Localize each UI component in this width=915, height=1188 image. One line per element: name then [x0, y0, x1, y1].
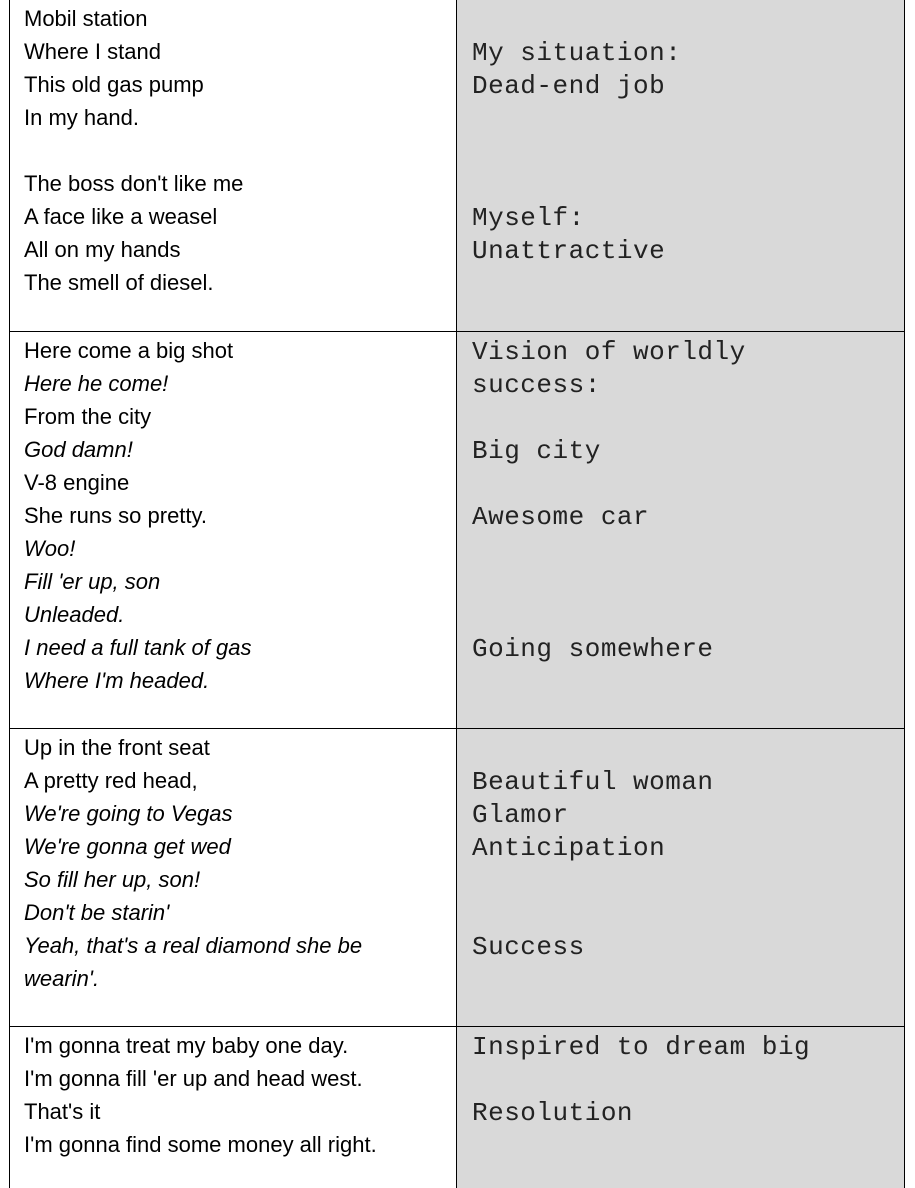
analysis-note: Success [472, 932, 585, 962]
lyric-line: She runs so pretty. [24, 503, 208, 528]
lyric-line: I'm gonna fill 'er up and head west. [24, 1066, 363, 1091]
lyric-line: Here come a big shot [24, 338, 234, 363]
lyric-line: We're gonna get wed [24, 834, 231, 859]
analysis-note: success: [472, 370, 601, 400]
table-row [10, 729, 904, 1027]
analysis-note: My situation: [472, 38, 682, 68]
lyric-line: Yeah, that's a real diamond she be [24, 933, 363, 958]
analysis-note: Resolution [472, 1098, 634, 1128]
analysis-note: Unattractive [472, 236, 666, 266]
lyric-line: Here he come! [24, 371, 169, 396]
lyric-line: I need a full tank of gas [24, 635, 252, 660]
lyric-line: A pretty red head, [24, 768, 198, 793]
lyric-line: I'm gonna find some money all right. [24, 1132, 377, 1157]
analysis-note: Beautiful woman [472, 767, 714, 797]
analysis-note: Vision of worldly [472, 337, 746, 367]
analysis-cell [457, 332, 904, 728]
analysis-note: Inspired to dream big [472, 1032, 811, 1062]
analysis-note: Glamor [472, 800, 569, 830]
lyric-line: Mobil station [24, 6, 148, 31]
lyric-line: We're going to Vegas [24, 801, 233, 826]
lyric-line: God damn! [24, 437, 133, 462]
lyric-line: From the city [24, 404, 152, 429]
lyrics-cell [10, 332, 457, 728]
analysis-note: Anticipation [472, 833, 666, 863]
lyric-line: The smell of diesel. [24, 270, 214, 295]
lyric-line: All on my hands [24, 237, 181, 262]
analysis-cell [457, 0, 904, 331]
lyric-line: That's it [24, 1099, 101, 1124]
lyric-line: I'm gonna treat my baby one day. [24, 1033, 349, 1058]
lyrics-analysis-table [9, 0, 905, 1188]
table-row [10, 1027, 904, 1188]
analysis-note: Myself: [472, 203, 585, 233]
lyric-line: Where I stand [24, 39, 161, 64]
analysis-cell [457, 729, 904, 1026]
lyric-line: Up in the front seat [24, 735, 210, 760]
lyric-line: This old gas pump [24, 72, 204, 97]
lyrics-cell [10, 0, 457, 331]
lyric-line: A face like a weasel [24, 204, 218, 229]
lyrics-cell [10, 1027, 457, 1188]
lyric-line: The boss don't like me [24, 171, 244, 196]
lyric-line: Unleaded. [24, 602, 125, 627]
lyric-line: Don't be starin' [24, 900, 170, 925]
analysis-note: Big city [472, 436, 601, 466]
lyric-line: So fill her up, son! [24, 867, 201, 892]
analysis-note: Awesome car [472, 502, 650, 532]
lyric-line: Fill 'er up, son [24, 569, 161, 594]
analysis-note: Going somewhere [472, 634, 714, 664]
lyric-line: wearin'. [24, 966, 100, 991]
lyrics-cell [10, 729, 457, 1026]
lyric-line: Where I'm headed. [24, 668, 210, 693]
analysis-cell [457, 1027, 904, 1188]
analysis-note: Dead-end job [472, 71, 666, 101]
table-row [10, 332, 904, 729]
lyric-line: Woo! [24, 536, 76, 561]
lyric-line: V-8 engine [24, 470, 130, 495]
table-row [10, 0, 904, 332]
lyric-line: In my hand. [24, 105, 139, 130]
